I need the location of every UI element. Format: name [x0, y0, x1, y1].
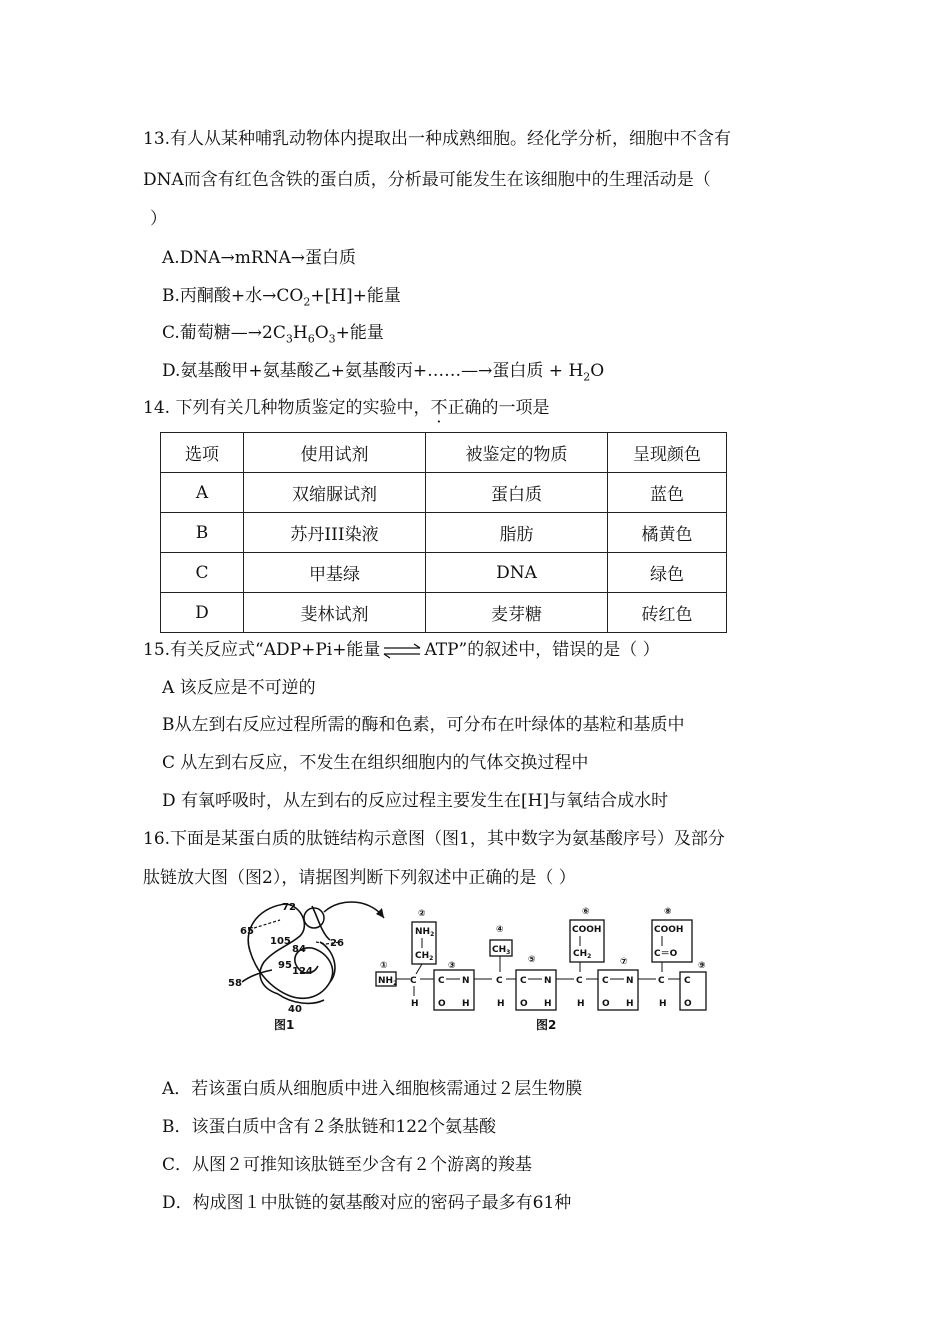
table-header: 呈现颜色 — [608, 433, 727, 473]
svg-text:H: H — [544, 999, 552, 1009]
table-cell: C — [161, 553, 244, 593]
reagent-table — [160, 432, 727, 633]
svg-text:O: O — [684, 999, 692, 1009]
fig1-number: 26 — [330, 938, 344, 949]
figure-2-backbone — [376, 907, 706, 1010]
svg-text:C: C — [410, 976, 417, 986]
svg-text:H: H — [462, 999, 470, 1009]
svg-text:C: C — [438, 976, 445, 986]
svg-text:CH2: $CH_2$ — [573, 949, 592, 960]
emphasis-not: 不 — [430, 398, 448, 418]
fig1-number: 84 — [292, 944, 306, 955]
q15-option-a[interactable]: A 该反应是不可逆的 — [162, 678, 316, 698]
table-cell: 蓝色 — [608, 473, 727, 513]
table-cell: B — [161, 513, 244, 553]
table-cell: 绿色 — [608, 553, 727, 593]
q16-line1: 16.下面是某蛋白质的肽链结构示意图（图1，其中数字为氨基酸序号）及部分 — [143, 829, 725, 849]
table-header: 选项 — [161, 433, 244, 473]
q15-option-c[interactable]: C 从左到右反应，不发生在组织细胞内的气体交换过程中 — [162, 753, 589, 773]
q13-option-a[interactable]: A.DNA→mRNA→蛋白质 — [162, 248, 357, 268]
fig1-number: 40 — [288, 1004, 302, 1015]
table-header: 被鉴定的物质 — [426, 433, 608, 473]
table-row — [161, 513, 727, 553]
circled-label: ⑦ — [620, 957, 628, 967]
protein-structure-figure — [222, 896, 722, 1046]
fig1-number: 105 — [270, 936, 291, 947]
q16-option-b[interactable]: B．该蛋白质中含有２条肽链和122个氨基酸 — [162, 1117, 496, 1137]
circled-label: ⑥ — [582, 907, 590, 917]
svg-text:N: N — [544, 976, 552, 986]
q16-option-d[interactable]: D．构成图１中肽链的氨基酸对应的密码子最多有61种 — [162, 1193, 572, 1213]
circled-label: ⑤ — [528, 955, 536, 965]
q16-line2: 肽链放大图（图2），请据图判断下列叙述中正确的是（ ） — [143, 868, 576, 888]
svg-text:N: N — [626, 976, 634, 986]
circled-label: ③ — [448, 961, 456, 971]
svg-text:C: C — [576, 976, 583, 986]
svg-text:O: O — [438, 999, 446, 1009]
circled-label: ⑨ — [698, 961, 706, 971]
svg-text:NH2: $NH_2$ — [378, 976, 398, 987]
fig1-number: 95 — [278, 960, 292, 971]
table-cell: D — [161, 593, 244, 633]
q15-stem: 15.有关反应式“ADP+Pi+能量 ATP”的叙述中，错误的是（ ） — [143, 640, 660, 660]
svg-text:H: H — [626, 999, 634, 1009]
svg-text:C: C — [684, 976, 691, 986]
table-header-row — [161, 433, 727, 473]
fig1-number: 72 — [282, 902, 296, 913]
q14-stem: 14. 下列有关几种物质鉴定的实验中，不正确的一项是 — [143, 398, 550, 418]
fig2-label: 图2 — [536, 1018, 557, 1032]
q16-option-a[interactable]: A．若该蛋白质从细胞质中进入细胞核需通过２层生物膜 — [162, 1079, 583, 1099]
svg-text:H: H — [659, 999, 667, 1009]
q13-option-b[interactable]: B.丙酮酸+水$\to CO_2+[H]+$能量 — [162, 286, 401, 309]
circled-label: ⑧ — [664, 907, 672, 917]
table-cell: DNA — [426, 553, 608, 593]
table-cell: 砖红色 — [608, 593, 727, 633]
svg-text:O: O — [602, 999, 610, 1009]
table-header: 使用试剂 — [244, 433, 426, 473]
fig1-label: 图1 — [274, 1018, 295, 1032]
q13-option-c[interactable]: C.葡萄糖$—\to 2C_3H_6O_3+$能量 — [162, 323, 384, 346]
svg-text:C: C — [520, 976, 527, 986]
table-row — [161, 593, 727, 633]
fig1-number: 58 — [228, 978, 242, 989]
svg-text:H: H — [497, 999, 505, 1009]
table-cell: 麦芽糖 — [426, 593, 608, 633]
q13-line1: 13.有人从某种哺乳动物体内提取出一种成熟细胞。经化学分析，细胞中不含有 — [143, 129, 732, 149]
q15-option-d[interactable]: D 有氧呼吸时，从左到右的反应过程主要发生在[H]与氧结合成水时 — [162, 791, 669, 811]
svg-text:COOH: COOH — [572, 925, 602, 935]
svg-text:O: O — [520, 999, 528, 1009]
table-row — [161, 553, 727, 593]
q13-line3: ） — [150, 209, 167, 229]
figure-1-peptide-chain — [242, 904, 335, 1003]
svg-text:NH2: $NH_2$ — [415, 927, 435, 938]
table-cell: 甲基绿 — [244, 553, 426, 593]
table-cell: 双缩脲试剂 — [244, 473, 426, 513]
q16-option-c[interactable]: C．从图２可推知该肽链至少含有２个游离的羧基 — [162, 1155, 533, 1175]
table-cell: 脂肪 — [426, 513, 608, 553]
table-cell: A — [161, 473, 244, 513]
table-cell: 苏丹III染液 — [244, 513, 426, 553]
table-row — [161, 473, 727, 513]
svg-text:CH2: $CH_2$ — [415, 951, 434, 962]
circled-label: ④ — [496, 925, 504, 935]
q15-option-b[interactable]: B从左到右反应过程所需的酶和色素，可分布在叶绿体的基粒和基质中 — [162, 715, 685, 735]
fig1-number: 124 — [292, 966, 313, 977]
circled-label: ② — [418, 909, 426, 919]
svg-text:CH3: $CH_3$ — [492, 945, 511, 956]
svg-text:COOH: COOH — [654, 925, 684, 935]
svg-text:C: C — [496, 976, 503, 986]
q13-line2: DNA而含有红色含铁的蛋白质，分析最可能发生在该细胞中的生理活动是（ — [143, 170, 711, 190]
table-cell: 橘黄色 — [608, 513, 727, 553]
pointer-arrow-icon — [324, 902, 384, 918]
fig1-number: 65 — [240, 926, 254, 937]
reversible-arrow-icon — [382, 643, 422, 659]
q13-option-d[interactable]: D.氨基酸甲+氨基酸乙+氨基酸丙+……—→蛋白质 + $H_2O$ — [162, 361, 605, 384]
table-cell: 蛋白质 — [426, 473, 608, 513]
svg-text:C: C — [602, 976, 609, 986]
svg-text:H: H — [411, 999, 419, 1009]
svg-text:C＝O: C＝O — [654, 949, 678, 959]
svg-text:H: H — [577, 999, 585, 1009]
table-cell: 斐林试剂 — [244, 593, 426, 633]
svg-text:C: C — [658, 976, 665, 986]
svg-text:N: N — [462, 976, 470, 986]
circled-label: ① — [380, 961, 388, 971]
